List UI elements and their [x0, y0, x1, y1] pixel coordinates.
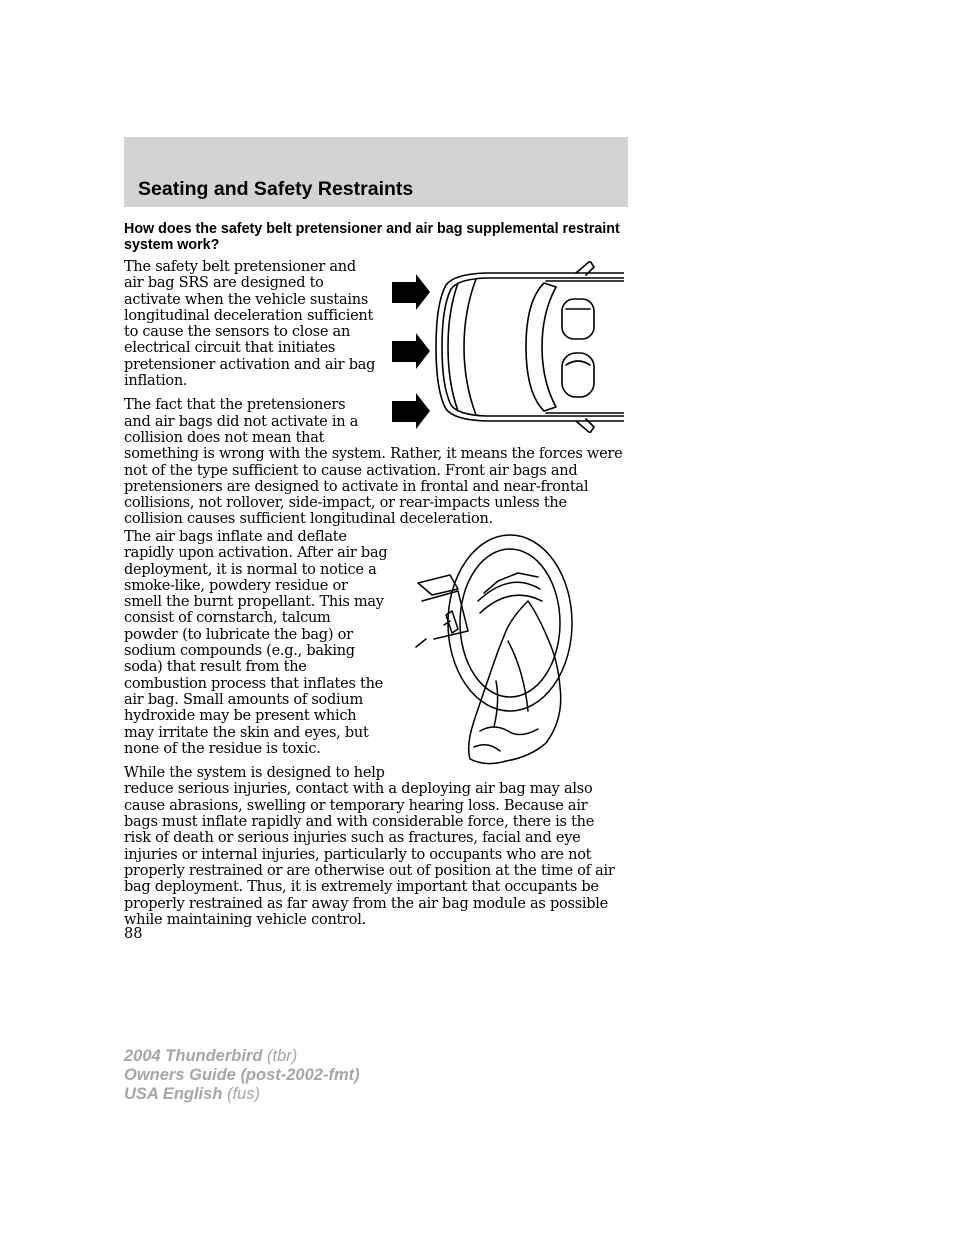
body-block-2: [124, 529, 624, 936]
footer-line-2: [124, 1066, 360, 1085]
frontal-impact-figure: [376, 261, 624, 433]
footer-line-3: [124, 1085, 360, 1104]
car-frontal-impact-illustration: [376, 261, 624, 433]
deployed-airbag-illustration: [388, 531, 624, 769]
footer-model-code: (tbr): [267, 1047, 298, 1065]
page-number: 88: [124, 926, 143, 942]
question-heading: How does the safety belt pretensioner and air bag supplemental restraint system work?: [124, 221, 620, 253]
footer-language: USA English: [124, 1085, 223, 1103]
body-block-1: [124, 259, 624, 536]
paragraph-1: The safety belt pretensioner and air bag SRS are designed to activate when the vehicle sustains longitudinal deceleration sufficient to cause the sensors to close an electrical circuit that initiates pretensioner activation and air bag inflation.: [124, 259, 376, 390]
impact-arrow-bottom: [392, 393, 430, 429]
footer-line-1: [124, 1047, 360, 1066]
impact-arrow-top: [392, 274, 430, 310]
paragraph-2: The fact that the pretensioners and air bags did not activate in a collision does not mean that something is wrong with the system. Rather, it means the forces were not of the type sufficient to cause activation. Front air bags and pretensioners are designed to activate in frontal and near-frontal collisions, not rollover, side-impact, or rear-impacts unless the collision causes sufficient longitudinal deceleration.: [124, 397, 623, 528]
section-title: Seating and Safety Restraints: [138, 178, 414, 200]
airbag-figure: [388, 531, 624, 769]
section-header-band: [124, 137, 628, 207]
footer-doc-info: [124, 1047, 360, 1104]
paragraph-4: While the system is designed to help reduce serious injuries, contact with a deploying air bag may also cause abrasions, swelling or temporary hearing loss. Because air bags must inflate rapidly and with considerable force, there is the risk of death or serious injuries such as fractures, facial and eye injuries or internal injuries, particularly to occupants who are not properly restrained or are otherwise out of position at the time of air bag deployment. Thus, it is extremely important that occupants be properly restrained as far away from the air bag module as possible while maintaining vehicle control.: [124, 765, 615, 928]
footer-model: 2004 Thunderbird: [124, 1047, 263, 1065]
impact-arrow-middle: [392, 333, 430, 369]
footer-guide: Owners Guide (post-2002-fmt): [124, 1066, 360, 1084]
footer-language-code: (fus): [227, 1085, 260, 1103]
paragraph-3: The air bags inflate and deflate rapidly upon activation. After air bag deployment, it is normal to notice a smoke-like, powdery residue or smell the burnt propellant. This may consist of cornstarch, talcum powder (to lubricate the bag) or sodium compounds (e.g., baking soda) that result from the combustion process that inflates the air bag. Small amounts of sodium hydroxide may be present which may irritate the skin and eyes, but none of the residue is toxic.: [124, 529, 388, 757]
